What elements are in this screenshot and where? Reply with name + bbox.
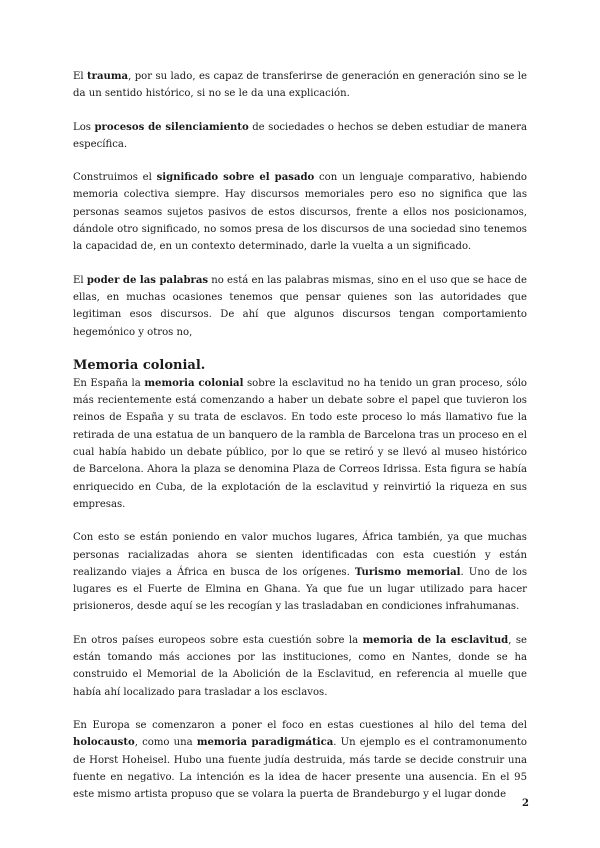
text-run: El	[73, 274, 87, 286]
page-number: 2	[522, 798, 529, 809]
document-page	[73, 68, 527, 819]
text-run: , como una	[134, 737, 197, 749]
paragraph-trauma	[73, 68, 527, 103]
bold-term: Turismo memorial	[354, 566, 461, 578]
text-run: , se están tomando más acciones por las instituciones, como en Nantes, donde se ha construido el Memorial de la Abolición de la Esclavitud, en referencia al muelle que había ahí localizado para trasladar a los esclavos.	[73, 634, 527, 698]
paragraph-holocausto	[73, 717, 527, 803]
text-run: de sociedades o hechos se deben estudiar de manera específica.	[73, 121, 528, 150]
bold-term: memoria paradigmática	[196, 737, 334, 749]
text-run: con un lenguaje comparativo, habiendo memoria colectiva siempre. Hay discursos memoriales pero eso no significa que las personas seamos sujetos pasivos de estos discursos, frente a ellos nos posicionamos, dándole otro significado, no somos presa de los discursos de una sociedad sino tenemos la capacidad de, en un contexto determinado, darle la vuelta a un significado.	[73, 172, 527, 253]
intro-paragraphs	[73, 68, 527, 341]
paragraph-poder	[73, 272, 527, 341]
text-run: Construimos el	[73, 172, 157, 184]
bold-term: holocausto	[73, 737, 135, 749]
text-run: no está en las palabras mismas, sino en el uso que se hace de ellas, en muchas ocasiones tenemos que pensar quienes son las autoridades que legitiman esos discursos. De ahí que algunos discursos tengan comportamiento hegemónico y otros no,	[73, 274, 527, 338]
text-run: En España la	[73, 377, 145, 389]
bold-term: memoria de la esclavitud	[362, 634, 509, 646]
text-run: En Europa se comenzaron a poner el foco en estas cuestiones al hilo del tema del	[73, 719, 527, 731]
paragraph-europa-esclavitud	[73, 632, 527, 701]
text-run: Los	[73, 121, 95, 133]
text-run: El	[73, 71, 87, 82]
text-run: Con esto se están poniendo en valor muchos lugares, África también, ya que muchas personas racializadas ahora se sienten identificadas con esta cuestión y están realizando viajes a África en busca de los orígenes.	[73, 532, 527, 578]
paragraph-africa	[73, 529, 527, 615]
bold-term: poder de las palabras	[86, 274, 209, 286]
bold-term: procesos de silenciamiento	[94, 121, 249, 133]
text-run: , por su lado, es capaz de transferirse de generación en generación sino se le da un sentido histórico, si no se le da una explicación.	[73, 71, 527, 100]
text-run: En otros países europeos sobre esta cuestión sobre la	[73, 634, 363, 646]
bold-term: significado sobre el pasado	[156, 172, 315, 184]
text-run: . Un ejemplo es el contramonumento de Horst Hoheisel. Hubo una fuente judía destruida, más tarde se decide construir una fuente en negativo. La intención es la idea de hacer presente una ausencia. En el 95 este mismo artista propuso que se volara la puerta de Brandeburgo y el lugar donde	[73, 737, 527, 801]
section-paragraphs	[73, 375, 527, 804]
paragraph-silenciamiento	[73, 119, 527, 154]
text-run: sobre la esclavitud no ha tenido un gran proceso, sólo más recientemente está comenzando a haber un debate sobre el papel que tuvieron los reinos de España y su trata de esclavos. En todo este proceso lo más llamativo fue la retirada de una estatua de un banquero de la rambla de Barcelona tras un proceso en el cual había habido un debate público, por lo que se retiró y se llevó al museo histórico de Barcelona. Ahora la plaza se denomina Plaza de Correos Idrissa. Esta figura se había enriquecido en Cuba, de la explotación de la esclavitud y reinvirtió la riqueza en sus empresas.	[73, 377, 527, 510]
paragraph-significado	[73, 169, 527, 255]
bold-term: memoria colonial	[144, 377, 244, 389]
section-heading: Memoria colonial.	[73, 357, 206, 373]
paragraph-colonial-espana	[73, 375, 527, 513]
text-run: . Uno de los lugares es el Fuerte de Elmina en Ghana. Ya que fue un lugar utilizado para hacer prisioneros, desde aquí se les recogían y las trasladaban en condiciones infrahumanas.	[73, 566, 527, 613]
bold-term: trauma	[87, 71, 129, 82]
